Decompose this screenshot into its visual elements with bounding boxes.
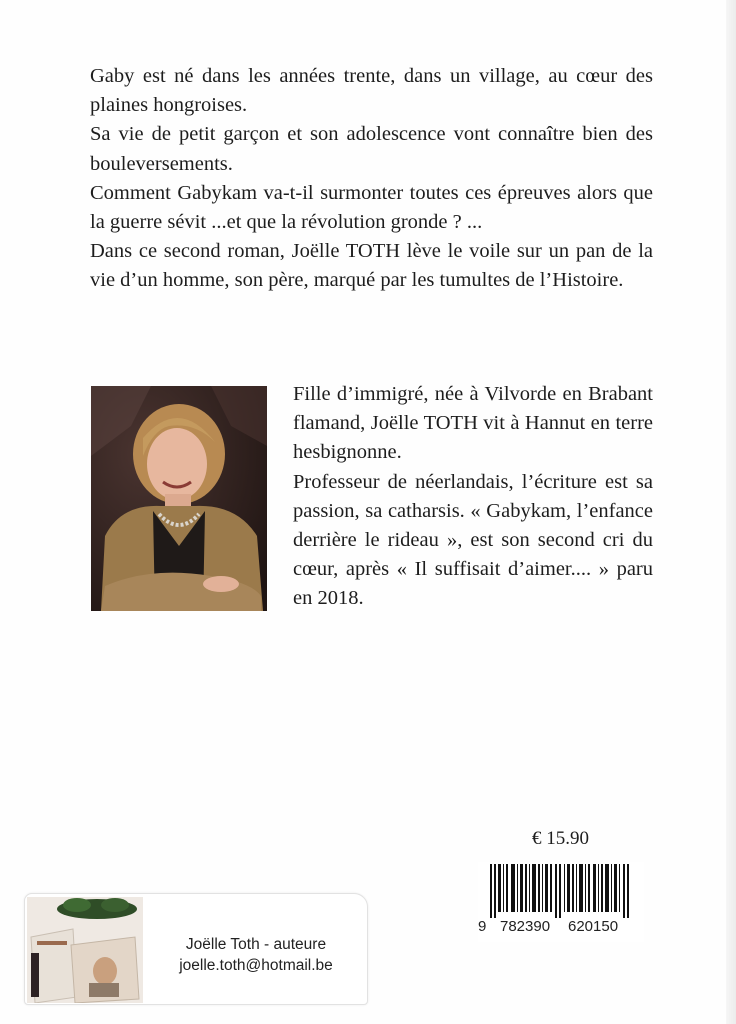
author-name-line: Joëlle Toth - auteure bbox=[185, 936, 327, 953]
bio-paragraph: Fille d’immigré, née à Vilvorde en Brabant flamand, Joëlle TOTH vit à Hannut en terre hesbignonne. bbox=[293, 383, 653, 464]
isbn-barcode bbox=[478, 862, 644, 942]
isbn-prefix: 9 bbox=[478, 918, 487, 935]
synopsis-paragraph: Gaby est né dans les années trente, dans un village, au cœur des plaines hongroises. bbox=[90, 65, 653, 117]
author-photo bbox=[91, 386, 267, 611]
barcode-bars bbox=[486, 864, 638, 918]
isbn-digits bbox=[478, 918, 644, 936]
author-contact-sticker bbox=[24, 893, 368, 1005]
sticker-book-photo bbox=[27, 897, 143, 1003]
bio-paragraph: Professeur de néerlandais, l’écriture est sa passion, sa catharsis. « Gabykam, l’enfance derrière le rideau », est son second cri du cœur, après « Il suffisait d’aimer.... » paru en 2018. bbox=[293, 470, 653, 610]
contact-text bbox=[151, 934, 361, 976]
synopsis bbox=[90, 62, 653, 296]
page-edge bbox=[726, 0, 736, 1024]
isbn-group-right: 620150 bbox=[568, 918, 619, 935]
author-bio bbox=[293, 380, 653, 614]
books-illustration bbox=[27, 897, 143, 1003]
synopsis-paragraph: Dans ce second roman, Joëlle TOTH lève le voile sur un pan de la vie d’un homme, son père, marqué par les tumultes de l’Histoire. bbox=[90, 240, 653, 292]
price-label: € 15.90 bbox=[532, 828, 589, 849]
author-portrait-illustration bbox=[91, 386, 267, 611]
author-email-line: joelle.toth@hotmail.be bbox=[179, 957, 333, 974]
isbn-group-left: 782390 bbox=[500, 918, 551, 935]
synopsis-paragraph: Sa vie de petit garçon et son adolescence vont connaître bien des bouleversements. bbox=[90, 123, 653, 175]
synopsis-paragraph: Comment Gabykam va-t-il surmonter toutes ces épreuves alors que la guerre sévit ...et que la révolution gronde ? ... bbox=[90, 181, 653, 234]
